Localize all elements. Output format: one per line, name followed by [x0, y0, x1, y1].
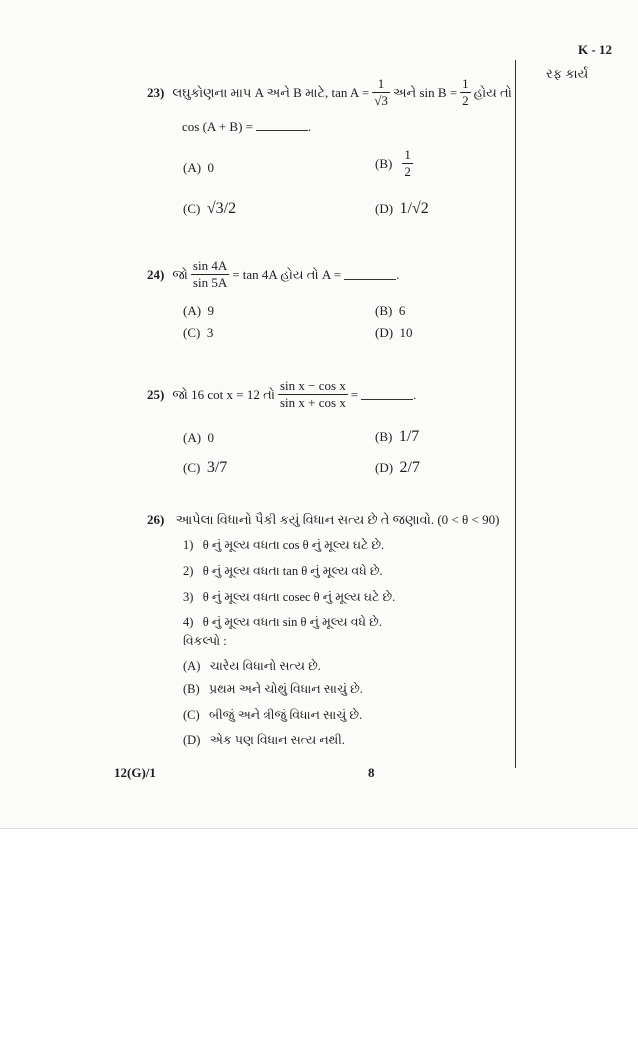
option-25-c: (C) 3/7: [183, 459, 228, 476]
fraction-1-over-2: $\frac{1}{2}$: [404, 147, 411, 179]
option-26-d: (D) એક પણ વિધાન સત્ય નથી.: [183, 733, 345, 747]
statement-4: 4) θ નું મૂલ્ય વધતા sin θ નું મૂલ્ય વધે છે.: [183, 615, 382, 629]
question-23-line2: cos (A + B) = .: [182, 119, 312, 134]
margin-divider: [515, 60, 516, 768]
option-24-d: (D) 10: [375, 325, 413, 340]
question-24-stem: 24) જો $\frac{\sin 4A}{\sin 5A}$ = tan 4A હોય તો A = .: [147, 258, 400, 290]
question-23-stem: 23) લઘુકોણના માપ A અને B માટે, tan A = $\frac{1}{√3}$ અને sin B = $\frac{1}{2}$ હોય તો: [147, 76, 512, 108]
option-24-b: (B) 6: [375, 303, 406, 318]
statement-1: 1) θ નું મૂલ્ય વધતા cos θ નું મૂલ્ય ઘટે છે.: [183, 538, 385, 552]
option-24-a: (A) 9: [183, 303, 215, 318]
paper-code-header: K - 12: [578, 42, 612, 57]
paper-code-footer: 12(G)/1: [114, 765, 156, 780]
answer-blank: [344, 269, 396, 280]
rough-work-label: રફ કાર્ય: [546, 66, 589, 81]
option-25-a: (A) 0: [183, 430, 215, 445]
option-26-c: (C) બીજું અને ત્રીજું વિધાન સાચું છે.: [183, 708, 363, 722]
option-24-c: (C) 3: [183, 325, 214, 340]
option-23-a: (A) 0: [183, 160, 215, 175]
answer-blank: [361, 389, 413, 400]
fraction-1-over-2: $\frac{1}{2}$: [462, 76, 469, 108]
answer-blank: [256, 120, 308, 131]
option-23-d: (D) 1/√2: [375, 200, 429, 217]
option-23-c: (C) √3/2: [183, 200, 237, 217]
option-23-b: (B) $\frac{1}{2}$: [375, 147, 411, 179]
option-25-d: (D) 2/7: [375, 459, 420, 476]
question-number: 24): [147, 266, 165, 282]
question-26-stem: 26) આપેલા વિધાનો પૈકી કયું વિધાન સત્ય છે તે જણાવો. (0 < θ < 90): [147, 512, 500, 527]
question-number: 26): [147, 512, 165, 527]
statement-2: 2) θ નું મૂલ્ય વધતા tan θ નું મૂલ્ય વધે છે.: [183, 564, 383, 578]
question-25-stem: 25) જો 16 cot x = 12 તો $\frac{\text{sin x − cos x}}{\text{sin x + cos x}}$ = .: [147, 378, 417, 410]
fraction-1-over-root3: $\frac{1}{√3}$: [374, 76, 388, 108]
fraction-sin4a-over-sin5a: $\frac{\sin 4A}{\sin 5A}$: [192, 258, 228, 290]
page-number: 8: [368, 765, 375, 780]
option-25-b: (B) 1/7: [375, 428, 420, 445]
option-26-b: (B) પ્રથમ અને ચોથું વિધાન સાચું છે.: [183, 682, 363, 696]
statement-3: 3) θ નું મૂલ્ય વધતા cosec θ નું મૂલ્ય ઘટે છે.: [183, 590, 396, 604]
option-26-a: (A) ચારેય વિધાનો સત્ય છે.: [183, 659, 321, 673]
question-number: 25): [147, 386, 165, 402]
choices-label: વિકલ્પો :: [183, 634, 227, 648]
fraction-sin-cos: $\frac{\text{sin x − cos x}}{\text{sin x + cos x}}$: [279, 378, 346, 410]
question-number: 23): [147, 84, 165, 100]
